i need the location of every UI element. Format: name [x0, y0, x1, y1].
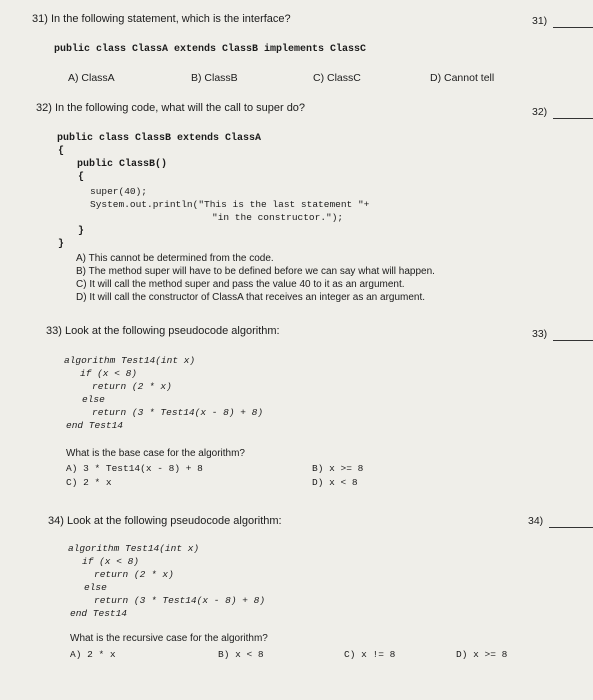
q32-code-line-4: { [78, 172, 85, 183]
q34-code-line-3: return (2 * x) [94, 569, 174, 580]
q31-answer-number: 31) [532, 15, 548, 27]
q34-option-d[interactable]: D) x >= 8 [456, 649, 508, 660]
q33-code-line-2: if (x < 8) [80, 368, 138, 379]
q32-option-a[interactable]: A) This cannot be determined from the code. [76, 253, 274, 264]
q32-option-d[interactable]: D) It will call the constructor of ClassA that receives an integer as an argument. [76, 292, 426, 303]
q32-option-c[interactable]: C) It will call the method super and pass the value 40 to it as an argument. [76, 279, 405, 290]
q32-code-line-2: { [58, 146, 65, 157]
q33-code-line-6: end Test14 [66, 420, 124, 431]
q33-code-line-1: algorithm Test14(int x) [64, 355, 196, 366]
q34-code-line-2: if (x < 8) [82, 556, 140, 567]
q33-answer-blank[interactable] [553, 340, 593, 341]
q33-option-d[interactable]: D) x < 8 [312, 477, 358, 488]
q31-question: 31) In the following statement, which is the interface? [32, 13, 291, 25]
q31-code: public class ClassA extends ClassB implements ClassC [54, 44, 367, 55]
q34-option-c[interactable]: C) x != 8 [344, 649, 396, 660]
q32-code-line-3: public ClassB() [77, 159, 168, 170]
q34-option-a[interactable]: A) 2 * x [70, 649, 116, 660]
q33-code-line-4: else [82, 394, 105, 405]
q33-code-line-3: return (2 * x) [92, 381, 172, 392]
q32-answer-blank[interactable] [553, 118, 593, 119]
q32-code-line-9: } [58, 239, 65, 250]
q34-subquestion: What is the recursive case for the algorithm? [70, 633, 268, 644]
q34-option-b[interactable]: B) x < 8 [218, 649, 264, 660]
q32-code-line-6: System.out.println("This is the last statement "+ [90, 199, 370, 210]
q32-option-b[interactable]: B) The method super will have to be defined before we can say what will happen. [76, 266, 435, 277]
q31-option-a[interactable]: A) ClassA [68, 72, 115, 84]
q31-answer-blank[interactable] [553, 27, 593, 28]
q33-option-c[interactable]: C) 2 * x [66, 477, 112, 488]
q33-question: 33) Look at the following pseudocode algorithm: [46, 325, 280, 337]
q31-option-c[interactable]: C) ClassC [313, 72, 361, 84]
q34-answer-blank[interactable] [549, 527, 593, 528]
q34-answer-number: 34) [528, 515, 544, 527]
q33-option-a[interactable]: A) 3 * Test14(x - 8) + 8 [66, 463, 203, 474]
q32-code-line-5: super(40); [90, 186, 148, 197]
q31-option-b[interactable]: B) ClassB [191, 72, 238, 84]
q32-answer-number: 32) [532, 106, 548, 118]
q33-subquestion: What is the base case for the algorithm? [66, 448, 245, 459]
q34-code-line-5: return (3 * Test14(x - 8) + 8) [94, 595, 266, 606]
q32-code-line-7: "in the constructor."); [212, 212, 344, 223]
q34-code-line-6: end Test14 [70, 608, 128, 619]
q34-code-line-1: algorithm Test14(int x) [68, 543, 200, 554]
q33-option-b[interactable]: B) x >= 8 [312, 463, 364, 474]
q34-question: 34) Look at the following pseudocode algorithm: [48, 515, 282, 527]
q32-code-line-8: } [78, 226, 85, 237]
q33-code-line-5: return (3 * Test14(x - 8) + 8) [92, 407, 264, 418]
q31-option-d[interactable]: D) Cannot tell [430, 72, 495, 84]
q32-question: 32) In the following code, what will the call to super do? [36, 102, 306, 114]
q34-code-line-4: else [84, 582, 107, 593]
q32-code-line-1: public class ClassB extends ClassA [57, 133, 262, 144]
q33-answer-number: 33) [532, 328, 548, 340]
